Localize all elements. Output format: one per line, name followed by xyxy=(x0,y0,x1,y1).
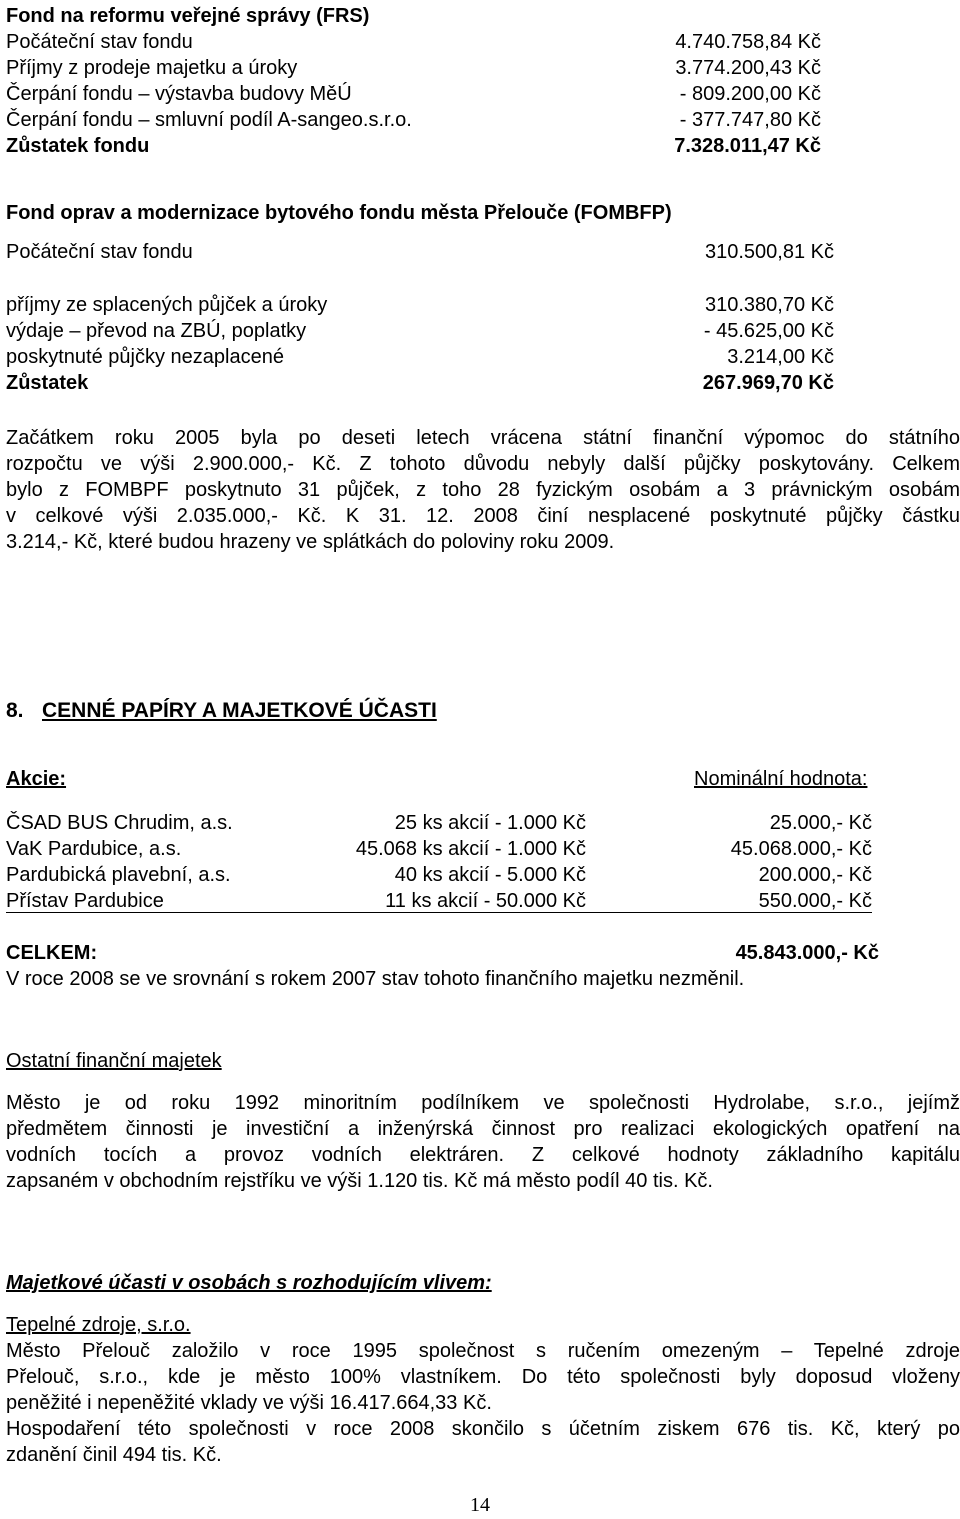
fombfp-row-label: příjmy ze splacených půjček a úroky xyxy=(6,294,328,316)
page-number: 14 xyxy=(470,1494,490,1516)
fombfp-row-value: - 45.625,00 Kč xyxy=(703,320,834,342)
frs-row-label: Příjmy z prodeje majetku a úroky xyxy=(6,57,298,79)
fombfp-paragraph xyxy=(6,425,960,555)
nominal-heading: Nominální hodnota: xyxy=(694,768,868,790)
share-count: 45.068 ks akcií - 1.000 Kč xyxy=(355,838,586,860)
paragraph-line: Hospodaření této společnosti v roce 2008 skončilo s účetním ziskem 676 tis. Kč, který po xyxy=(6,1418,960,1440)
fombfp-total-value: 267.969,70 Kč xyxy=(702,372,834,394)
frs-row-label: Čerpání fondu – výstavba budovy MěÚ xyxy=(6,83,352,105)
share-count: 25 ks akcií - 1.000 Kč xyxy=(394,812,586,834)
paragraph-line: bylo z FOMBPF poskytnuto 31 půjček, z toho 28 fyzickým osobám a 3 právnickým osobám xyxy=(6,479,960,501)
shares-total-label: CELKEM: xyxy=(6,942,98,964)
shares-total-value: 45.843.000,- Kč xyxy=(735,942,879,964)
frs-row-value: 4.740.758,84 Kč xyxy=(675,31,821,53)
paragraph-line: předmětem činnosti je investiční a inženýrská činnost pro realizaci ekologických opatření na xyxy=(6,1118,960,1140)
share-name: Pardubická plavební, a.s. xyxy=(6,864,231,886)
section-title: CENNÉ PAPÍRY A MAJETKOVÉ ÚČASTI xyxy=(42,699,437,722)
fombfp-row-label: poskytnuté půjčky nezaplacené xyxy=(6,346,284,368)
other-assets-heading: Ostatní finanční majetek xyxy=(6,1050,222,1072)
paragraph-line: zdanění činil 494 tis. Kč. xyxy=(6,1444,222,1466)
paragraph-line: Město je od roku 1992 minoritním podílníkem ve společnosti Hydrolabe, s.r.o., jejímž xyxy=(6,1092,960,1114)
share-value: 200.000,- Kč xyxy=(758,864,872,886)
company-paragraph-2 xyxy=(6,1416,960,1468)
frs-row-label: Čerpání fondu – smluvní podíl A-sangeo.s.r.o. xyxy=(6,109,412,131)
fombfp-start-label: Počáteční stav fondu xyxy=(6,241,193,263)
share-value: 550.000,- Kč xyxy=(758,890,872,912)
share-value: 25.000,- Kč xyxy=(769,812,872,834)
share-value: 45.068.000,- Kč xyxy=(730,838,872,860)
frs-row-value: - 377.747,80 Kč xyxy=(679,109,821,131)
share-count: 40 ks akcií - 5.000 Kč xyxy=(394,864,586,886)
fombfp-row-value: 310.380,70 Kč xyxy=(705,294,834,316)
share-name: ČSAD BUS Chrudim, a.s. xyxy=(6,812,233,834)
shares-total-note: V roce 2008 se ve srovnání s rokem 2007 stav tohoto finančního majetku nezměnil. xyxy=(6,968,745,990)
frs-total-label: Zůstatek fondu xyxy=(6,135,150,157)
decisive-influence-heading: Majetkové účasti v osobách s rozhodujícím vlivem: xyxy=(6,1272,492,1294)
frs-row-value: - 809.200,00 Kč xyxy=(679,83,821,105)
paragraph-line: vodních tocích a provoz vodních elektráren. Z celkové hodnoty základního kapitálu xyxy=(6,1144,960,1166)
frs-row-label: Počáteční stav fondu xyxy=(6,31,193,53)
fombfp-title: Fond oprav a modernizace bytového fondu města Přelouče (FOMBFP) xyxy=(6,202,672,224)
paragraph-line: Přelouč, s.r.o., kde je město 100% vlastníkem. Do této společnosti byly doposud vloženy xyxy=(6,1366,960,1388)
paragraph-line: Město Přelouč založilo v roce 1995 společnost s ručením omezeným – Tepelné zdroje xyxy=(6,1340,960,1362)
frs-row-value: 3.774.200,43 Kč xyxy=(675,57,821,79)
paragraph-line: Začátkem roku 2005 byla po deseti letech vrácena státní finanční výpomoc do státního xyxy=(6,427,960,449)
paragraph-line: v celkové výši 2.035.000,- Kč. K 31. 12. 2008 činí nesplacené poskytnuté půjčky částku xyxy=(6,505,960,527)
paragraph-line: 3.214,- Kč, které budou hrazeny ve splátkách do poloviny roku 2009. xyxy=(6,531,615,553)
fombfp-total-label: Zůstatek xyxy=(6,372,89,394)
other-assets-paragraph xyxy=(6,1090,960,1194)
paragraph-line: rozpočtu ve výši 2.900.000,- Kč. Z tohoto důvodu nebyly další půjčky poskytovány. Celkem xyxy=(6,453,960,475)
paragraph-line: zapsaném v obchodním rejstříku ve výši 1.120 tis. Kč má město podíl 40 tis. Kč. xyxy=(6,1170,713,1192)
share-name: Přístav Pardubice xyxy=(6,890,164,912)
frs-title: Fond na reformu veřejné správy (FRS) xyxy=(6,5,370,27)
fombfp-start-value: 310.500,81 Kč xyxy=(705,241,834,263)
section-number: 8. xyxy=(6,699,24,722)
shares-heading: Akcie: xyxy=(6,768,67,790)
share-name: VaK Pardubice, a.s. xyxy=(6,838,182,860)
company-paragraph-1 xyxy=(6,1338,960,1416)
paragraph-line: peněžité i nepeněžité vklady ve výši 16.417.664,33 Kč. xyxy=(6,1392,492,1414)
fombfp-row-value: 3.214,00 Kč xyxy=(727,346,834,368)
fombfp-row-label: výdaje – převod na ZBÚ, poplatky xyxy=(6,320,307,342)
company-name: Tepelné zdroje, s.r.o. xyxy=(6,1314,191,1336)
share-count: 11 ks akcií - 50.000 Kč xyxy=(385,890,586,912)
frs-total-value: 7.328.011,47 Kč xyxy=(674,135,821,157)
